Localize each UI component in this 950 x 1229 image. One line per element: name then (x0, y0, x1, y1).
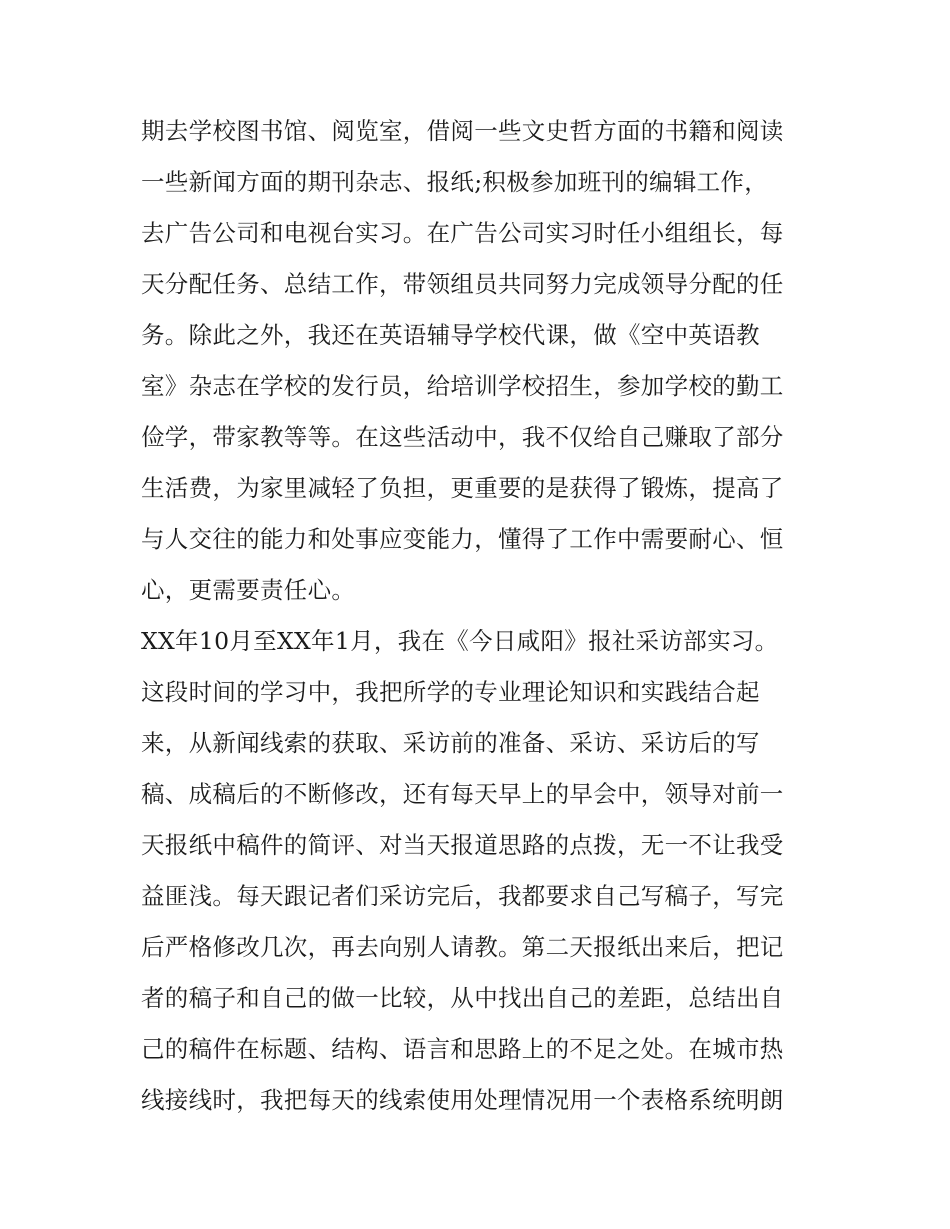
text-line: 这段时间的学习中，我把所学的专业理论知识和实践结合起 (141, 678, 760, 706)
text-line: 生活费，为家里减轻了负担，更重要的是获得了锻炼，提高了 (141, 474, 784, 502)
text-line: 天分配任务、总结工作，带领组员共同努力完成领导分配的任 (141, 270, 784, 298)
text-line: 务。除此之外，我还在英语辅导学校代课，做《空中英语教 (141, 321, 760, 349)
text-line: 后严格修改几次，再去向别人请教。第二天报纸出来后，把记 (141, 933, 784, 961)
text-line: 期去学校图书馆、阅览室，借阅一些文史哲方面的书籍和阅读 (141, 117, 784, 145)
text-line: 线接线时，我把每天的线索使用处理情况用一个表格系统明朗 (141, 1086, 784, 1114)
text-line: 与人交往的能力和处事应变能力，懂得了工作中需要耐心、恒 (141, 525, 784, 553)
text-line: 来，从新闻线索的获取、采访前的准备、采访、采访后的写 (141, 729, 760, 757)
text-line: 己的稿件在标题、结构、语言和思路上的不足之处。在城市热 (141, 1035, 784, 1063)
text-line: 益匪浅。每天跟记者们采访完后，我都要求自己写稿子，写完 (141, 882, 784, 910)
text-line: 去广告公司和电视台实习。在广告公司实习时任小组组长，每 (141, 219, 784, 247)
text-line: 俭学，带家教等等。在这些活动中，我不仅给自己赚取了部分 (141, 423, 784, 451)
text-line: 心，更需要责任心。 (141, 576, 356, 604)
text-line: XX年10月至XX年1月，我在《今日咸阳》报社采访部实习。 (141, 627, 779, 655)
text-line: 一些新闻方面的期刊杂志、报纸;积极参加班刊的编辑工作， (141, 168, 769, 196)
text-line: 室》杂志在学校的发行员，给培训学校招生，参加学校的勤工 (141, 372, 784, 400)
text-line: 稿、成稿后的不断修改，还有每天早上的早会中，领导对前一 (141, 780, 784, 808)
body-text (141, 106, 821, 1126)
text-line: 者的稿子和自己的做一比较，从中找出自己的差距，总结出自 (141, 984, 784, 1012)
text-line: 天报纸中稿件的简评、对当天报道思路的点拨，无一不让我受 (141, 831, 784, 859)
